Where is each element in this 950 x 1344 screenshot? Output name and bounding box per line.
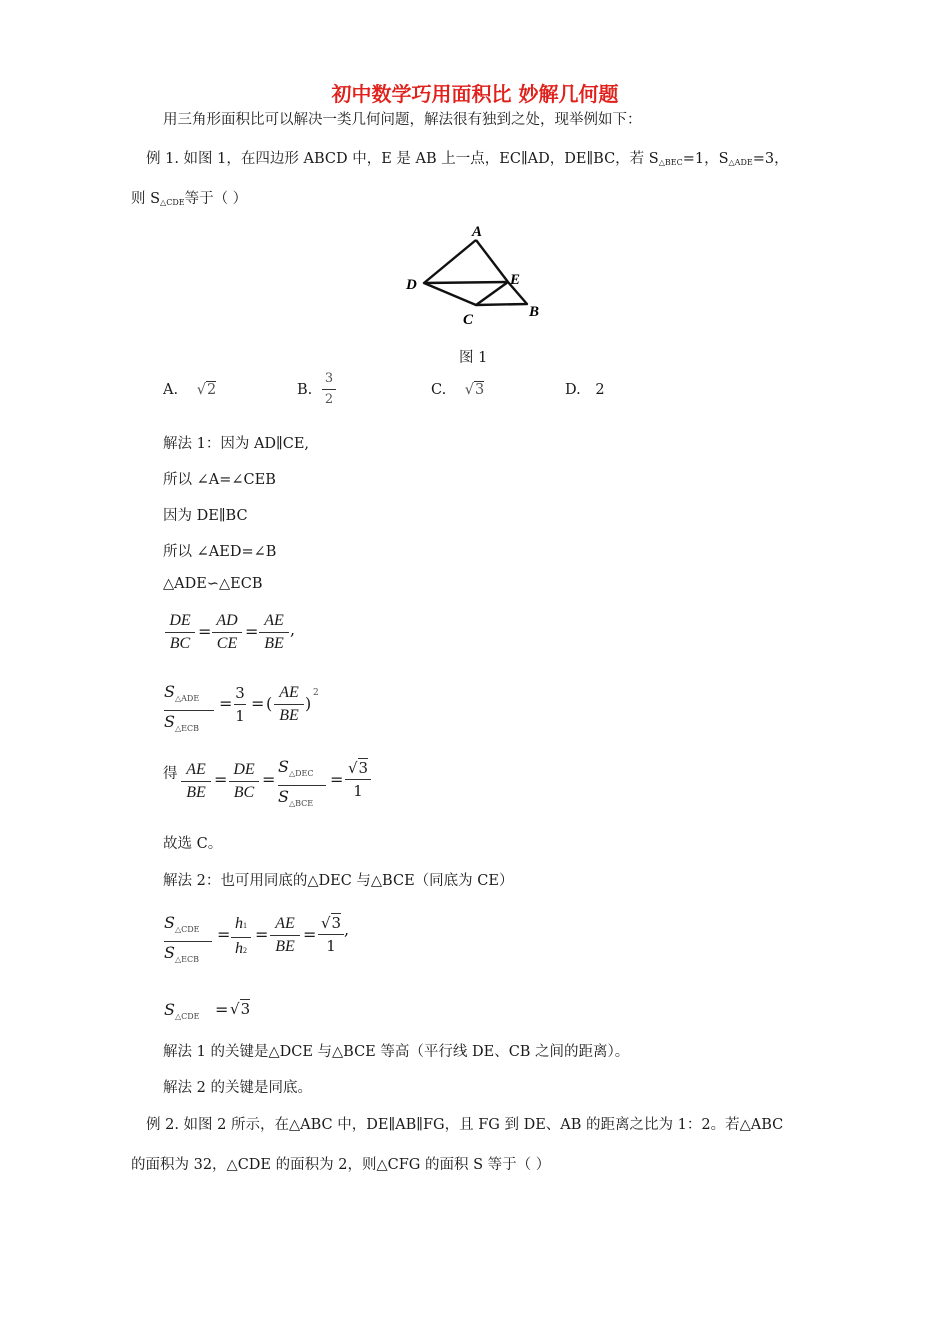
label-d: D [406,277,417,293]
solution1-step4: 所以 ∠AED=∠B [163,544,277,560]
option-b-fraction: 3 2 [322,370,336,409]
example1-line2: 则 $S_{\triangle CDE}$等于（ ） [131,191,248,207]
solution1-answer: 故选 C。 [163,836,223,852]
example1-line1: 例 1. 如图 1，在四边形 ABCD 中，E 是 AB 上一点，EC∥AD，DE∥BC，若 $S_{\triangle BEC}=1$，$S_{\triangle ADE}=3$， [146,151,789,167]
label-c: C [463,312,474,328]
solution2-intro: 解法 2：也可用同底的△DEC 与△BCE（同底为 CE） [163,873,514,889]
solution1-step2: 所以 ∠A=∠CEB [163,472,276,488]
solution2-key-note: 解法 2 的关键是同底。 [163,1080,312,1096]
solution1-step3: 因为 DE∥BC [163,508,248,524]
label-b: B [529,304,540,320]
label-e: E [510,272,521,288]
solution1-key-note: 解法 1 的关键是△DCE 与△BCE 等高（平行线 DE、CB 之间的距离）。 [163,1044,630,1060]
label-a: A [472,224,483,240]
page-title: 初中数学巧用面积比 妙解几何题 [331,82,619,106]
figure-1 [400,222,550,332]
example2-line2: 的面积为 32，△CDE 的面积为 2，则△CFG 的面积 S 等于（ ） [131,1157,551,1173]
option-d: D. 2 [565,382,605,398]
solution1-step5: △ADE∽△ECB [163,576,263,592]
option-b: B. [297,382,313,398]
intro-paragraph: 用三角形面积比可以解决一类几何问题，解法很有独到之处，现举例如下： [163,112,642,128]
figure-1-caption: 图 1 [459,350,488,366]
option-c: C. √3 [431,382,485,398]
example2-line1: 例 2. 如图 2 所示，在△ABC 中，DE∥AB∥FG，且 FG 到 DE、AB 的距离之比为 1：2。若△ABC [146,1117,784,1133]
option-a: A. √2 [163,382,217,398]
solution1-step1: 解法 1：因为 AD∥CE, [163,436,310,452]
